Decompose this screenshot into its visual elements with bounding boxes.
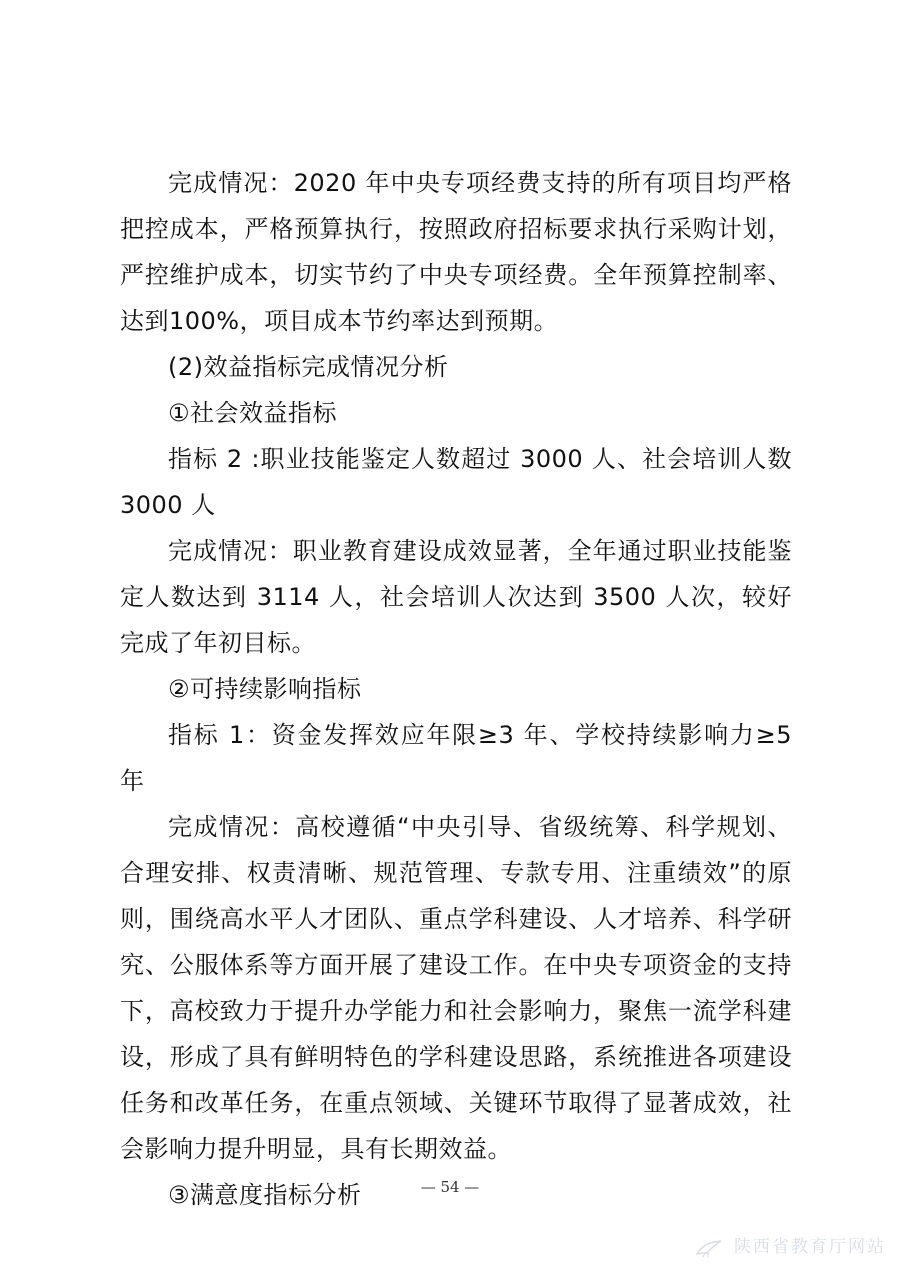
document-body <box>120 160 792 1218</box>
paragraph-social-completion: 完成情况：职业教育建设成效显著，全年通过职业技能鉴定人数达到 3114 人，社会培训人次达到 3500 人次，较好完成了年初目标。 <box>120 537 792 657</box>
heading-sustainable-impact: ②可持续影响指标 <box>168 675 362 703</box>
watermark-text: 陕西省教育厅网站 <box>734 1237 886 1257</box>
paragraph-indicator-1: 指标 1：资金发挥效应年限≥3 年、学校持续影响力≥5 年 <box>120 721 792 795</box>
heading-benefit-indicators: (2)效益指标完成情况分析 <box>168 353 449 381</box>
site-watermark <box>695 1232 886 1258</box>
paragraph-indicator-2: 指标 2 :职业技能鉴定人数超过 3000 人、社会培训人数 3000 人 <box>120 445 792 519</box>
heading-satisfaction: ③满意度指标分析 <box>168 1181 362 1209</box>
paragraph-cost-completion: 完成情况：2020 年中央专项经费支持的所有项目均严格把控成本，严格预算执行，按照政府招标要求执行采购计划，严控维护成本，切实节约了中央专项经费。全年预算控制率、达到100%，项目成本节约率达到预期。 <box>120 169 792 335</box>
heading-social-benefit: ①社会效益指标 <box>168 399 338 427</box>
paragraph-sustainable-completion: 完成情况：高校遵循“中央引导、省级统筹、科学规划、合理安排、权责清晰、规范管理、专款专用、注重绩效”的原则，围绕高水平人才团队、重点学科建设、人才培养、科学研究、公服体系等方面开展了建设工作。在中央专项资金的支持下，高校致力于提升办学能力和社会影响力，聚焦一流学科建设，形成了具有鲜明特色的学科建设思路，系统推进各项建设任务和改革任务，在重点领域、关键环节取得了显著成效，社会影响力提升明显，具有长期效益。 <box>120 813 792 1163</box>
crane-logo-icon <box>695 1238 723 1258</box>
page-number: — 54 — <box>420 1178 480 1196</box>
